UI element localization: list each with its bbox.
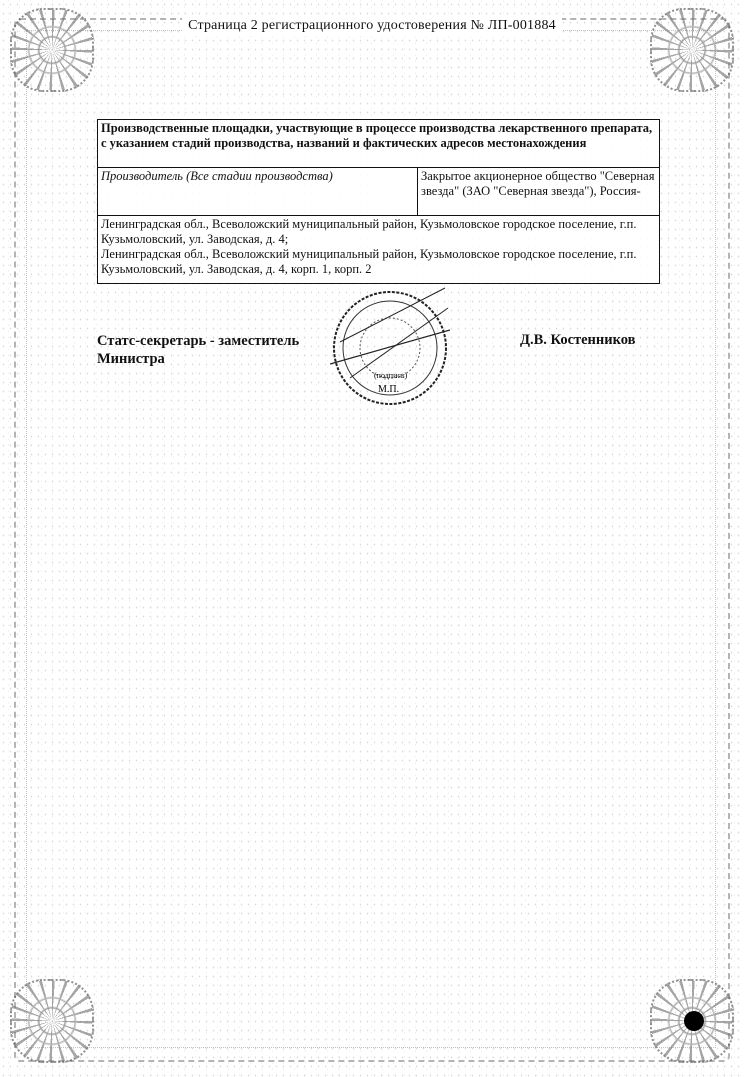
table-title: Производственные площадки, участвующие в процессе производства лекарственного препарата, с указанием стадий производства, названий и фактических адресов местонахождения	[98, 120, 660, 168]
signer-position	[97, 332, 299, 368]
manufacturer-role: Производитель (Все стадии производства)	[98, 168, 418, 216]
black-dot-mark	[684, 1011, 704, 1031]
position-line: Министра	[97, 351, 165, 367]
table-row	[98, 168, 660, 216]
position-line: Статс-секретарь - заместитель	[97, 333, 300, 349]
table-row	[98, 216, 660, 284]
production-sites-table	[97, 119, 660, 284]
address-line: Ленинградская обл., Всеволожский муниципальный район, Кузьмоловское городское поселение, г.п. Кузьмоловский, ул. Заводская, д. 4;	[101, 217, 637, 246]
official-seal-icon	[330, 278, 450, 418]
seal-mark: М.П.	[378, 384, 400, 395]
corner-ornament-icon	[10, 979, 94, 1063]
table-row	[98, 120, 660, 168]
page-header	[0, 18, 744, 34]
seal-caption: (подпись)	[374, 371, 408, 380]
address-line: Ленинградская обл., Всеволожский муниципальный район, Кузьмоловское городское поселение, г.п. Кузьмоловский, ул. Заводская, д. 4, корп. 1, корп. 2	[101, 247, 637, 276]
signer-name: Д.В. Костенников	[520, 332, 636, 348]
addresses-cell	[98, 216, 660, 284]
manufacturer-name: Закрытое акционерное общество "Северная звезда" (ЗАО "Северная звезда"), Россия-	[418, 168, 660, 216]
page-title: Страница 2 регистрационного удостоверения № ЛП-001884	[182, 18, 562, 33]
